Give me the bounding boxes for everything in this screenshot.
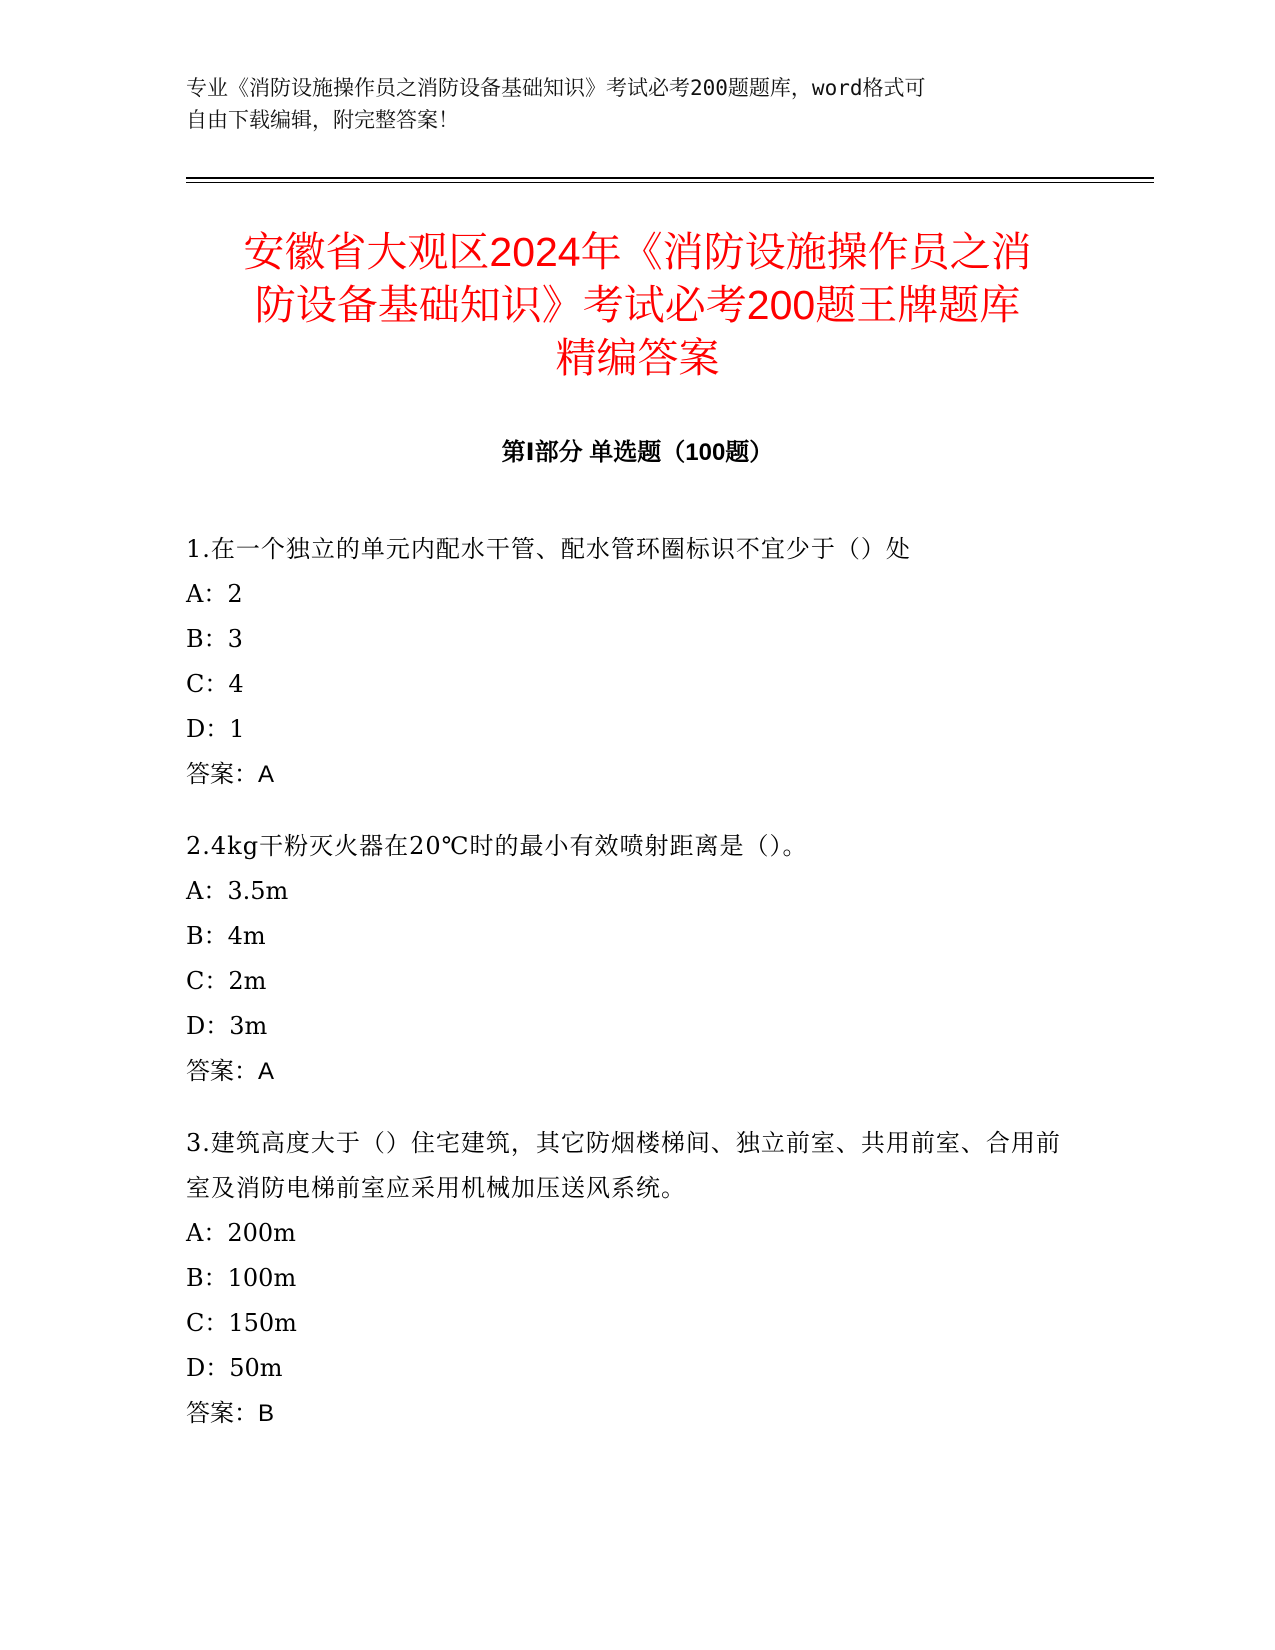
question-item [186,1121,1066,1436]
option-b: B：100m [186,1264,297,1292]
question-list [186,527,1066,1463]
intro-line-2: 自由下载编辑，附完整答案！ [186,108,459,132]
question-item [186,527,1066,797]
question-stem: 2.4kg干粉灭火器在20℃时的最小有效喷射距离是（）。 [186,832,808,860]
intro-paragraph [186,72,1066,136]
question-stem: 1.在一个独立的单元内配水干管、配水管环圈标识不宜少于（）处 [186,535,911,563]
option-d: D：50m [186,1354,283,1382]
option-b: B：4m [186,922,266,950]
option-c: C：150m [186,1309,297,1337]
option-b: B：3 [186,625,243,653]
title-line-3: 精编答案 [555,335,720,381]
option-a: A：200m [186,1219,296,1247]
document-title [160,226,1115,385]
header-divider-thin [186,182,1154,183]
option-d: D：1 [186,715,245,743]
option-c: C：4 [186,670,244,698]
option-a: A：2 [186,580,243,608]
title-line-1: 安徽省大观区2024年《消防设施操作员之消 [243,229,1032,275]
option-d: D：3m [186,1012,268,1040]
section-heading: 第Ⅰ部分 单选题（100题） [501,439,774,466]
option-c: C：2m [186,967,267,995]
question-stem: 3.建筑高度大于（）住宅建筑，其它防烟楼梯间、独立前室、共用前室、合用前室及消防电梯前室应采用机械加压送风系统。 [186,1129,1061,1202]
intro-line-1: 专业《消防设施操作员之消防设备基础知识》考试必考200题题库，word格式可 [186,76,926,100]
answer-line: 答案：A [186,761,275,788]
title-line-2: 防设备基础知识》考试必考200题王牌题库 [254,282,1021,328]
answer-line: 答案：A [186,1058,275,1085]
option-a: A：3.5m [186,877,289,905]
header-divider-thick [186,177,1154,179]
question-item [186,824,1066,1094]
answer-line: 答案：B [186,1400,275,1427]
